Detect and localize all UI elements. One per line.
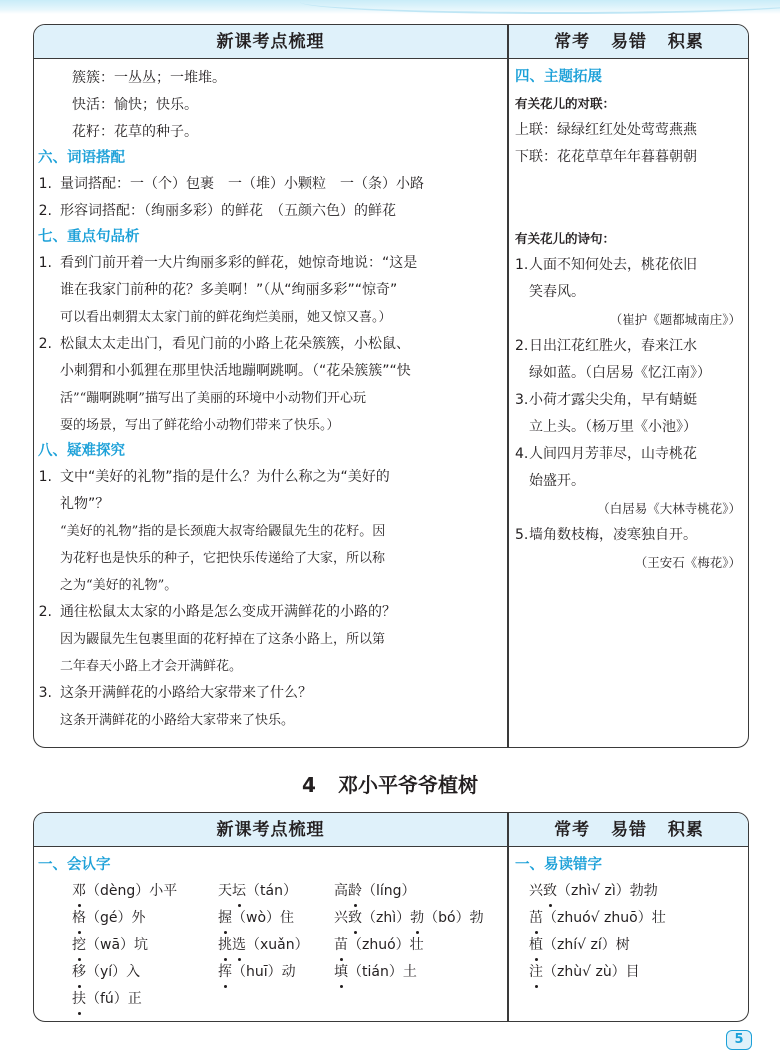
lesson-number: 4 — [302, 773, 316, 797]
word-definition: 快活：愉快；快乐。 — [72, 97, 198, 113]
answer-text: 因为鼹鼠先生包裹里面的花籽掉在了这条小路上，所以第 — [60, 632, 386, 647]
page-number: 5 — [726, 1030, 752, 1050]
box-header — [34, 813, 748, 847]
word-definition: 簇簇：一丛丛；一堆堆。 — [72, 70, 226, 86]
poem-item: 4. 人间四月芳菲尽，山寺桃花 始盛开。 — [515, 446, 697, 489]
collocation-item: 1. 量词搭配：一（个）包裹 一（堆）小颗粒 一（条）小路 — [38, 176, 424, 192]
char-entry: 苗（zhuó）壮 — [334, 932, 424, 959]
couplet-title: 有关花儿的对联： — [515, 96, 616, 111]
question-text: 通往松鼠太太家的小路是怎么变成开满鲜花的小路的？ — [60, 604, 396, 620]
right-header-title: 常考 易错 积累 — [554, 32, 704, 52]
answer-text: 之为“美好的礼物”。 — [60, 578, 178, 593]
question-text: 这条开满鲜花的小路给大家带来了什么？ — [60, 685, 312, 701]
misread-entry: 茁（zhuó√ zhuō）壮 — [515, 905, 741, 932]
left-column — [34, 847, 507, 1021]
question-text: 文中“美好的礼物”指的是什么？为什么称之为“美好的 — [60, 469, 390, 485]
char-entry: 格（gé）外 — [72, 905, 146, 932]
section-title-misread: 一、易读错字 — [515, 857, 602, 873]
section-title-recognize: 一、会认字 — [38, 857, 111, 873]
top-decoration — [0, 0, 780, 14]
sentence-analysis: 可以看出刺猬太太家门前的鲜花绚烂美丽，她又惊又喜。） — [60, 310, 392, 325]
char-entry: 移（yí）入 — [72, 959, 140, 986]
key-sentence-item: 1. 看到门前开着一大片绚丽多彩的鲜花，她惊奇地说：“这是 谁在我家门前种的花？多美啊！”（从“绚丽多彩”“惊奇” 可以看出刺猬太太家门前的鲜花绚烂美丽，她又惊又喜。） — [38, 250, 495, 331]
poem-item: 2. 日出江花红胜火，春来江水 绿如蓝。（白居易《忆江南》） — [515, 338, 711, 381]
study-box-lesson-4 — [33, 812, 749, 1022]
section-title-key-sentences: 七、重点句品析 — [38, 229, 140, 245]
question-text: 礼物”？ — [60, 496, 110, 512]
poem-source: （王安石《梅花》） — [634, 555, 741, 570]
left-column — [34, 59, 507, 747]
sentence-analysis: 活”“蹦啊跳啊”描写出了美丽的环境中小动物们开心玩 — [60, 391, 366, 406]
misread-entry: 兴致（zhì√ zì）勃勃 — [515, 878, 741, 905]
left-header-title: 新课考点梳理 — [216, 32, 325, 52]
char-entry: 挥（huī）动 — [218, 959, 296, 986]
collocation-item: 2. 形容词搭配：（绚丽多彩）的鲜花 （五颜六色）的鲜花 — [38, 203, 396, 219]
box-header — [34, 25, 748, 59]
misread-entry: 植（zhí√ zí）树 — [515, 932, 741, 959]
char-entry: 扶（fú）正 — [72, 986, 142, 1013]
char-entry: 高龄（líng） — [334, 878, 416, 905]
study-box-lesson-3 — [33, 24, 749, 748]
section-title-theme: 四、主题拓展 — [515, 69, 602, 85]
poem-item: 3. 小荷才露尖尖角，早有蜻蜓 立上头。（杨万里《小池》） — [515, 392, 697, 435]
answer-text: 为花籽也是快乐的种子，它把快乐传递给了大家，所以称 — [60, 551, 386, 566]
answer-text: “美好的礼物”指的是长颈鹿大叔寄给鼹鼠先生的花籽。因 — [60, 524, 386, 539]
right-header-title: 常考 易错 积累 — [554, 820, 704, 840]
section-title-difficult: 八、疑难探究 — [38, 443, 125, 459]
word-definition: 花籽：花草的种子。 — [72, 124, 198, 140]
right-column — [509, 847, 749, 1021]
char-entry: 邓（dèng）小平 — [72, 878, 177, 905]
poem-item: 5. 墙角数枝梅，凌寒独自开。 — [515, 527, 697, 543]
right-column — [509, 59, 749, 747]
char-entry: 天坛（tán） — [218, 878, 297, 905]
question-item: 1. 文中“美好的礼物”指的是什么？为什么称之为“美好的 礼物”？ “美好的礼物”指的是长颈鹿大叔寄给鼹鼠先生的花籽。因 为花籽也是快乐的种子，它把快乐传递给了大家，所以称 之为“美好的礼物”。 — [38, 464, 495, 599]
char-entry: 兴致（zhì）勃（bó）勃 — [334, 905, 484, 932]
sentence-analysis: 耍的场景，写出了鲜花给小动物们带来了快乐。） — [60, 418, 340, 433]
char-entry: 挖（wā）坑 — [72, 932, 148, 959]
poem-source: （崔护《题都城南庄》） — [609, 312, 741, 327]
char-entry: 填（tián）土 — [334, 959, 417, 986]
question-item: 3. 这条开满鲜花的小路给大家带来了什么？ 这条开满鲜花的小路给大家带来了快乐。 — [38, 680, 495, 734]
poem-item: 1. 人面不知何处去，桃花依旧 笑春风。 — [515, 257, 697, 300]
section-title-collocation: 六、词语搭配 — [38, 150, 125, 166]
answer-text: 二年春天小路上才会开满鲜花。 — [60, 659, 243, 674]
question-item: 2. 通往松鼠太太家的小路是怎么变成开满鲜花的小路的？ 因为鼹鼠先生包裹里面的花籽掉在了这条小路上，所以第 二年春天小路上才会开满鲜花。 — [38, 599, 495, 680]
answer-text: 这条开满鲜花的小路给大家带来了快乐。 — [60, 713, 295, 728]
poem-source: （白居易《大林寺桃花》） — [597, 501, 741, 516]
left-header-title: 新课考点梳理 — [216, 820, 325, 840]
couplet-line: 上联：绿绿红红处处莺莺燕燕 — [515, 122, 697, 138]
key-sentence-item: 2. 松鼠太太走出门，看见门前的小路上花朵簇簇，小松鼠、 小刺猬和小狐狸在那里快活地蹦啊跳啊。（“花朵簇簇”“快 活”“蹦啊跳啊”描写出了美丽的环境中小动物们开心玩 耍的场景，写出了鲜花给小动物们带来了快乐。） — [38, 331, 495, 439]
poem-title: 有关花儿的诗句： — [515, 231, 616, 246]
character-grid — [38, 878, 495, 1018]
char-entry: 握（wò）住 — [218, 905, 294, 932]
lesson-name: 邓小平爷爷植树 — [337, 773, 478, 797]
misread-entry: 注（zhù√ zù）目 — [515, 959, 741, 986]
couplet-line: 下联：花花草草年年暮暮朝朝 — [515, 149, 697, 165]
char-entry: 挑选（xuǎn） — [218, 932, 309, 959]
lesson-title — [0, 770, 780, 800]
